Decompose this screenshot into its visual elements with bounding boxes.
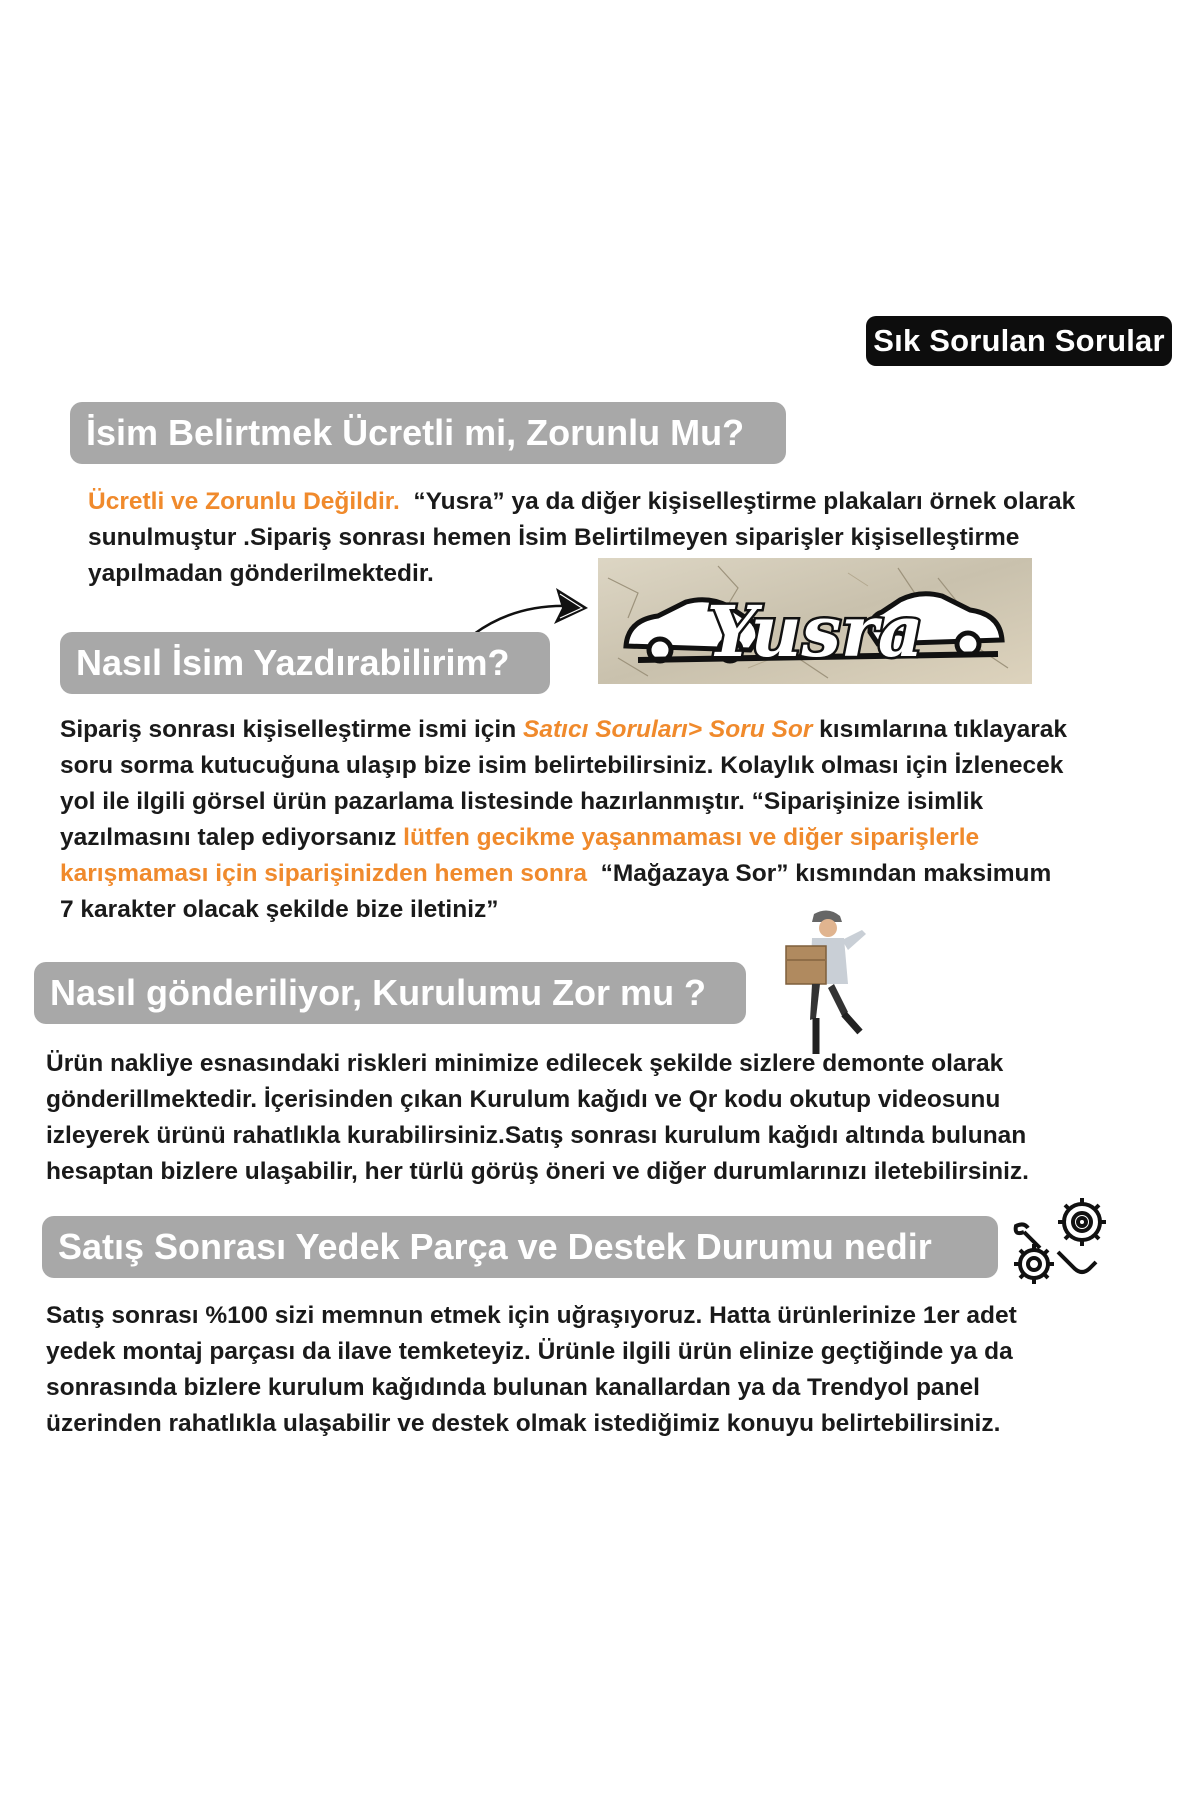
faq-title-badge: Sık Sorulan Sorular — [866, 316, 1172, 366]
answer-3-line-2: gönderillmektedir. İçerisinden çıkan Kurulum kağıdı ve Qr kodu okutup videosunu — [46, 1086, 1001, 1113]
question-3-heading: Nasıl gönderiliyor, Kurulumu Zor mu ? — [34, 962, 746, 1024]
answer-2-line-3: yol ile ilgili görsel ürün pazarlama listesinde hazırlanmıştır. “Siparişinize isimlik — [60, 788, 984, 815]
answer-1-line-2: sunulmuştur .Sipariş sonrası hemen İsim Belirtilmeyen siparişler kişiselleştirme — [88, 524, 1020, 551]
question-4-heading: Satış Sonrası Yedek Parça ve Destek Durumu nedir — [42, 1216, 998, 1278]
answer-2-line-4: yazılmasını talep ediyorsanız lütfen gecikme yaşanmaması ve diğer siparişlerle — [60, 824, 980, 851]
answer-3 — [46, 1046, 1166, 1190]
question-2-heading: Nasıl İsim Yazdırabilirim? — [60, 632, 550, 694]
answer-1-line-3: yapılmadan gönderilmektedir. — [88, 560, 434, 587]
answer-4-line-4: üzerinden rahatlıkla ulaşabilir ve destek olmak istediğimiz konuyu belirtebilirsiniz. — [46, 1410, 1001, 1437]
answer-3-line-3: izleyerek ürünü rahatlıkla kurabilirsiniz.Satış sonrası kurulum kağıdı altında bulunan — [46, 1122, 1027, 1149]
answer-2-line-5: karışmaması için siparişinizden hemen sonra “Mağazaya Sor” kısmından maksimum — [60, 860, 1052, 887]
answer-4-line-1: Satış sonrası %100 sizi memnun etmek için uğraşıyoruz. Hatta ürünlerinize 1er adet — [46, 1302, 1017, 1329]
question-1-heading: İsim Belirtmek Ücretli mi, Zorunlu Mu? — [70, 402, 786, 464]
answer-1-highlight: Ücretli ve Zorunlu Değildir. — [88, 488, 400, 515]
arrow-icon — [470, 578, 595, 638]
answer-2-line-6: 7 karakter olacak şekilde bize iletiniz” — [60, 896, 499, 923]
answer-4 — [46, 1298, 1166, 1442]
answer-1-line-1 — [88, 484, 1168, 520]
gears-wrench-icon — [1010, 1192, 1120, 1292]
sample-name-plate-image — [598, 558, 1032, 684]
plate-text: Yusra — [706, 590, 924, 673]
answer-3-line-4: hesaptan bizlere ulaşabilir, her türlü görüş öneri ve diğer durumlarınızı iletebilirsiniz. — [46, 1158, 1029, 1185]
answer-2-line-2: soru sorma kutucuğuna ulaşıp bize isim belirtebilirsiniz. Kolaylık olması için İzlenecek — [60, 752, 1064, 779]
delivery-man-image — [776, 908, 876, 1056]
answer-3-line-1: Ürün nakliye esnasındaki riskleri minimize edilecek şekilde sizlere demonte olarak — [46, 1050, 1004, 1077]
answer-4-line-3: sonrasında bizlere kurulum kağıdında bulunan kanallardan ya da Trendyol panel — [46, 1374, 980, 1401]
answer-1-text: “Yusra” ya da diğer kişiselleştirme plakaları örnek olarak — [413, 488, 1076, 515]
answer-2 — [60, 712, 1170, 928]
satici-sorulari-link[interactable]: Satıcı Soruları> Soru Sor — [523, 716, 813, 743]
answer-2-line-1: Sipariş sonrası kişiselleştirme ismi için Satıcı Soruları> Soru Sor kısımlarına tıklayarak — [60, 716, 1068, 743]
answer-4-line-2: yedek montaj parçası da ilave temketeyiz. Ürünle ilgili ürün elinize geçtiğinde ya da — [46, 1338, 1013, 1365]
